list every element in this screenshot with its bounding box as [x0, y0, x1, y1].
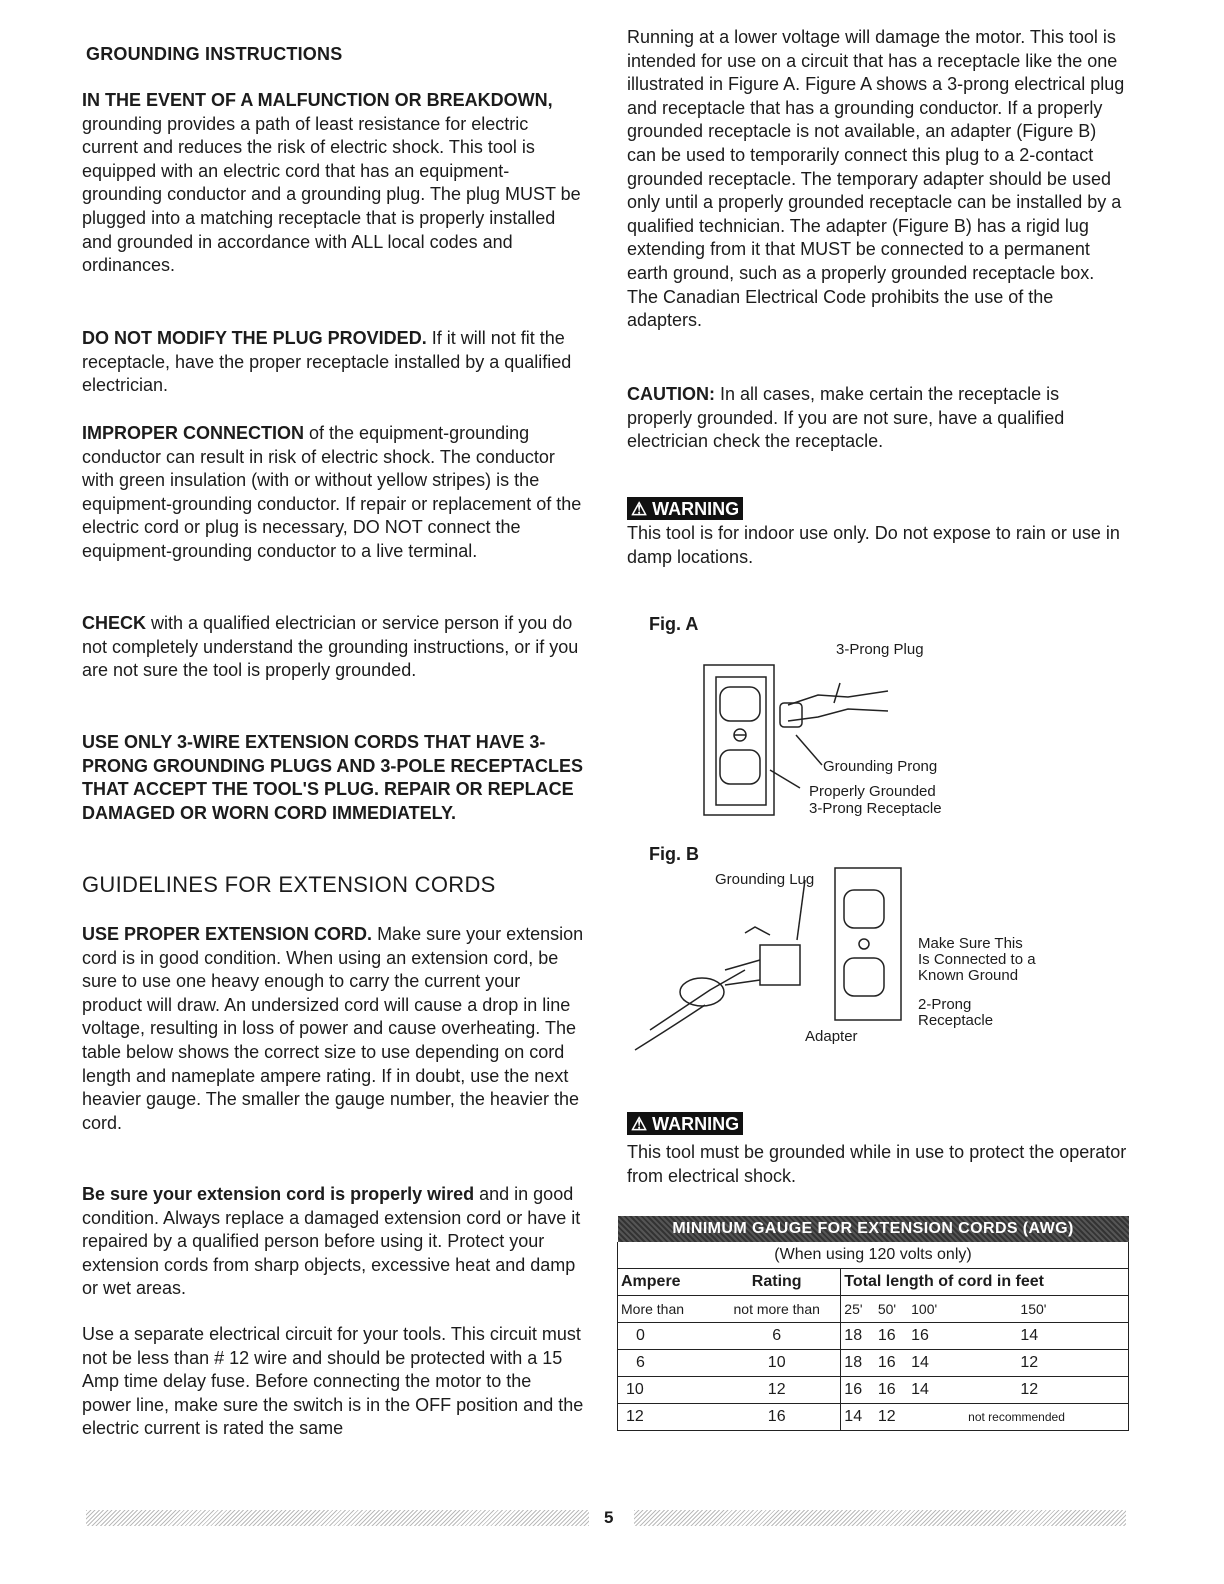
caution-text: In all cases, make certain the receptacle is properly grounded. If you are not sure, have a qualified electrician check the receptacle.	[627, 384, 1065, 452]
cell-50ft: 12	[877, 1408, 896, 1425]
modify-text: If it will not fit the receptacle, have the proper receptacle installed by a qualified electrician.	[82, 328, 572, 396]
cell-100ft: 14	[911, 1354, 929, 1371]
malfunction-text: grounding provides a path of least resistance for electric current and reduces the risk of electric shock. This tool is equipped with an electric cord that has an equipment-grounding conductor and a grounding plug. The plug MUST be plugged into a matching receptacle that is properly installed and grounded in accordance with ALL local codes and ordinances.	[82, 113, 581, 276]
subheader-100: 100'	[911, 1301, 938, 1317]
improper-lead: IMPROPER CONNECTION	[82, 423, 305, 443]
warning-icon: ⚠	[631, 1114, 648, 1134]
page-number: 5	[604, 1508, 614, 1527]
caution-paragraph	[627, 383, 1127, 454]
cell-50ft: 16	[877, 1327, 896, 1344]
circuit-paragraph	[82, 1323, 584, 1441]
cell-25ft: 16	[844, 1381, 863, 1398]
footer-bar-right	[634, 1510, 1126, 1526]
warning-block-1	[627, 497, 1127, 569]
fig-a-title: Fig. A	[649, 614, 699, 634]
cell-100ft: 16	[911, 1327, 929, 1344]
proper-lead: USE PROPER EXTENSION CORD.	[82, 924, 373, 944]
fig-b-title: Fig. B	[649, 844, 699, 864]
cell-ampere-min: 0	[618, 1323, 714, 1350]
subheader-150: 150'	[1017, 1296, 1128, 1323]
wired-text: and in good condition. Always replace a damaged extension cord or have it repaired by a qualified person before using it. Protect your extension cords from sharp objects, excessive heat and damp or wet areas.	[82, 1184, 581, 1299]
table-header-row	[618, 1269, 1129, 1296]
fig-a-receptacle-label-1: Properly Grounded	[809, 783, 936, 800]
malfunction-lead: IN THE EVENT OF A MALFUNCTION OR BREAKDOWN,	[82, 90, 553, 110]
cell-ampere-min: 6	[618, 1350, 714, 1377]
subheader-25: 25'	[844, 1301, 863, 1317]
continuation-text: Running at a lower voltage will damage the motor. This tool is intended for use on a circuit that has a receptacle like the one illustrated in Figure A. Figure A shows a 3-prong electrical plug and receptacle that has a grounding conductor. If a properly grounded receptacle is not available, an adapter (Figure B) can be used to temporarily connect this plug to a 2-contact grounded receptacle. The temporary adapter should be used only until a properly grounded receptacle can be installed by a qualified technician. The adapter (Figure B) has a rigid lug extending from it that MUST be connected to a permanent earth ground, such as a properly grounded receptacle box. The Canadian Electrical Code prohibits the use of the adapters.	[627, 27, 1125, 331]
fig-a-plug-label: 3-Prong Plug	[836, 641, 924, 658]
cell-ampere-max: 16	[713, 1404, 841, 1431]
warning-icon: ⚠	[631, 499, 648, 519]
warning-badge-1	[627, 497, 743, 520]
cell-150ft: 12	[1017, 1350, 1128, 1377]
check-text: with a qualified electrician or service person if you do not completely understand the grounding instructions, or if you are not sure the tool is properly grounded.	[82, 613, 579, 681]
cell-not-recommended: not recommended	[908, 1404, 1128, 1431]
fig-b-drawing	[630, 860, 920, 1060]
header-ampere: Ampere	[618, 1269, 714, 1296]
cell-150ft: 12	[1017, 1377, 1128, 1404]
modify-paragraph	[82, 327, 584, 398]
modify-lead: DO NOT MODIFY THE PLUG PROVIDED.	[82, 328, 427, 348]
fig-b-lug-label: Grounding Lug	[715, 871, 815, 888]
table-subtitle-row	[618, 1242, 1129, 1269]
table-subheader-row	[618, 1296, 1129, 1323]
fig-b-connect-label-3: Known Ground	[918, 967, 1019, 984]
use-only-text: USE ONLY 3-WIRE EXTENSION CORDS THAT HAVE 3-PRONG GROUNDING PLUGS AND 3-POLE RECEPTACLES THAT ACCEPT THE TOOL'S PLUG. REPAIR OR REPLACE DAMAGED OR WORN CORD IMMEDIATELY.	[82, 732, 584, 823]
wired-paragraph	[82, 1183, 584, 1301]
warning-badge-2	[627, 1112, 743, 1135]
table-subtitle: (When using 120 volts only)	[618, 1242, 1129, 1269]
cell-50ft: 16	[877, 1381, 896, 1398]
warning-text-1: This tool is for indoor use only. Do not expose to rain or use in damp locations.	[627, 523, 1120, 567]
improper-paragraph	[82, 422, 584, 564]
grounding-title: GROUNDING INSTRUCTIONS	[86, 44, 343, 64]
check-lead: CHECK	[82, 613, 147, 633]
subheader-more-than: More than	[618, 1296, 714, 1323]
table-title: MINIMUM GAUGE FOR EXTENSION CORDS (AWG)	[618, 1216, 1129, 1242]
cell-150ft: 14	[1017, 1323, 1128, 1350]
cell-25ft: 18	[844, 1327, 863, 1344]
table-row	[618, 1404, 1129, 1431]
cell-50ft: 16	[877, 1354, 896, 1371]
use-only-paragraph	[82, 731, 584, 825]
fig-b-recept-label-2: Receptacle	[918, 1012, 994, 1029]
improper-text: of the equipment-grounding conductor can result in risk of electric shock. The conductor with green insulation (with or without yellow stripes) is the equipment-grounding conductor. If repair or replacement of the electric cord or plug is necessary, DO NOT connect the equipment-grounding conductor to a live terminal.	[82, 423, 582, 561]
footer-bar-left	[86, 1510, 589, 1526]
warning-label-2: WARNING	[652, 1114, 740, 1134]
continuation-paragraph	[627, 26, 1127, 333]
cell-ampere-min: 12	[618, 1404, 714, 1431]
subheader-not-more-than: not more than	[713, 1296, 841, 1323]
warning-label-1: WARNING	[652, 499, 740, 519]
cell-ampere-min: 10	[618, 1377, 714, 1404]
cell-ampere-max: 6	[713, 1323, 841, 1350]
fig-b-connect-label-1: Make Sure This	[918, 935, 1023, 952]
fig-a-prong-label: Grounding Prong	[823, 758, 938, 775]
cell-25ft: 14	[844, 1408, 863, 1425]
cell-ampere-max: 10	[713, 1350, 841, 1377]
gauge-table	[617, 1216, 1129, 1431]
proper-cord-paragraph	[82, 923, 584, 1135]
warning-text-2: This tool must be grounded while in use to protect the operator from electrical shock.	[627, 1142, 1127, 1186]
cell-ampere-max: 12	[713, 1377, 841, 1404]
caution-lead: CAUTION:	[627, 384, 715, 404]
cell-100ft: 14	[911, 1381, 929, 1398]
table-title-row	[618, 1216, 1129, 1242]
header-length: Total length of cord in feet	[841, 1269, 1129, 1296]
warning-block-2	[627, 1112, 1127, 1188]
check-paragraph	[82, 612, 584, 683]
malfunction-paragraph	[82, 89, 584, 278]
guidelines-title: GUIDELINES FOR EXTENSION CORDS	[82, 872, 496, 897]
circuit-text: Use a separate electrical circuit for your tools. This circuit must not be less than # 12 wire and should be protected with a 15 Amp time delay fuse. Before connecting the motor to the power line, make sure the switch is in the OFF position and the electric current is rated the same	[82, 1324, 584, 1439]
wired-lead: Be sure your extension cord is properly wired	[82, 1184, 475, 1204]
fig-b-recept-label-1: 2-Prong	[918, 996, 972, 1013]
fig-b-adapter-label: Adapter	[805, 1028, 858, 1045]
table-row	[618, 1323, 1129, 1350]
cell-25ft: 18	[844, 1354, 863, 1371]
fig-b-connect-label-2: Is Connected to a	[918, 951, 1036, 968]
table-row	[618, 1350, 1129, 1377]
fig-a-receptacle-label-2: 3-Prong Receptacle	[809, 800, 942, 817]
header-rating: Rating	[713, 1269, 841, 1296]
proper-text: Make sure your extension cord is in good condition. When using an extension cord, be sure to use one heavy enough to carry the current your product will draw. An undersized cord will cause a drop in line voltage, resulting in loss of power and cause overheating. The table below shows the correct size to use depending on cord length and nameplate ampere rating. If in doubt, use the next heavier gauge. The smaller the gauge number, the heavier the cord.	[82, 924, 584, 1133]
subheader-50: 50'	[877, 1301, 897, 1317]
table-row	[618, 1377, 1129, 1404]
